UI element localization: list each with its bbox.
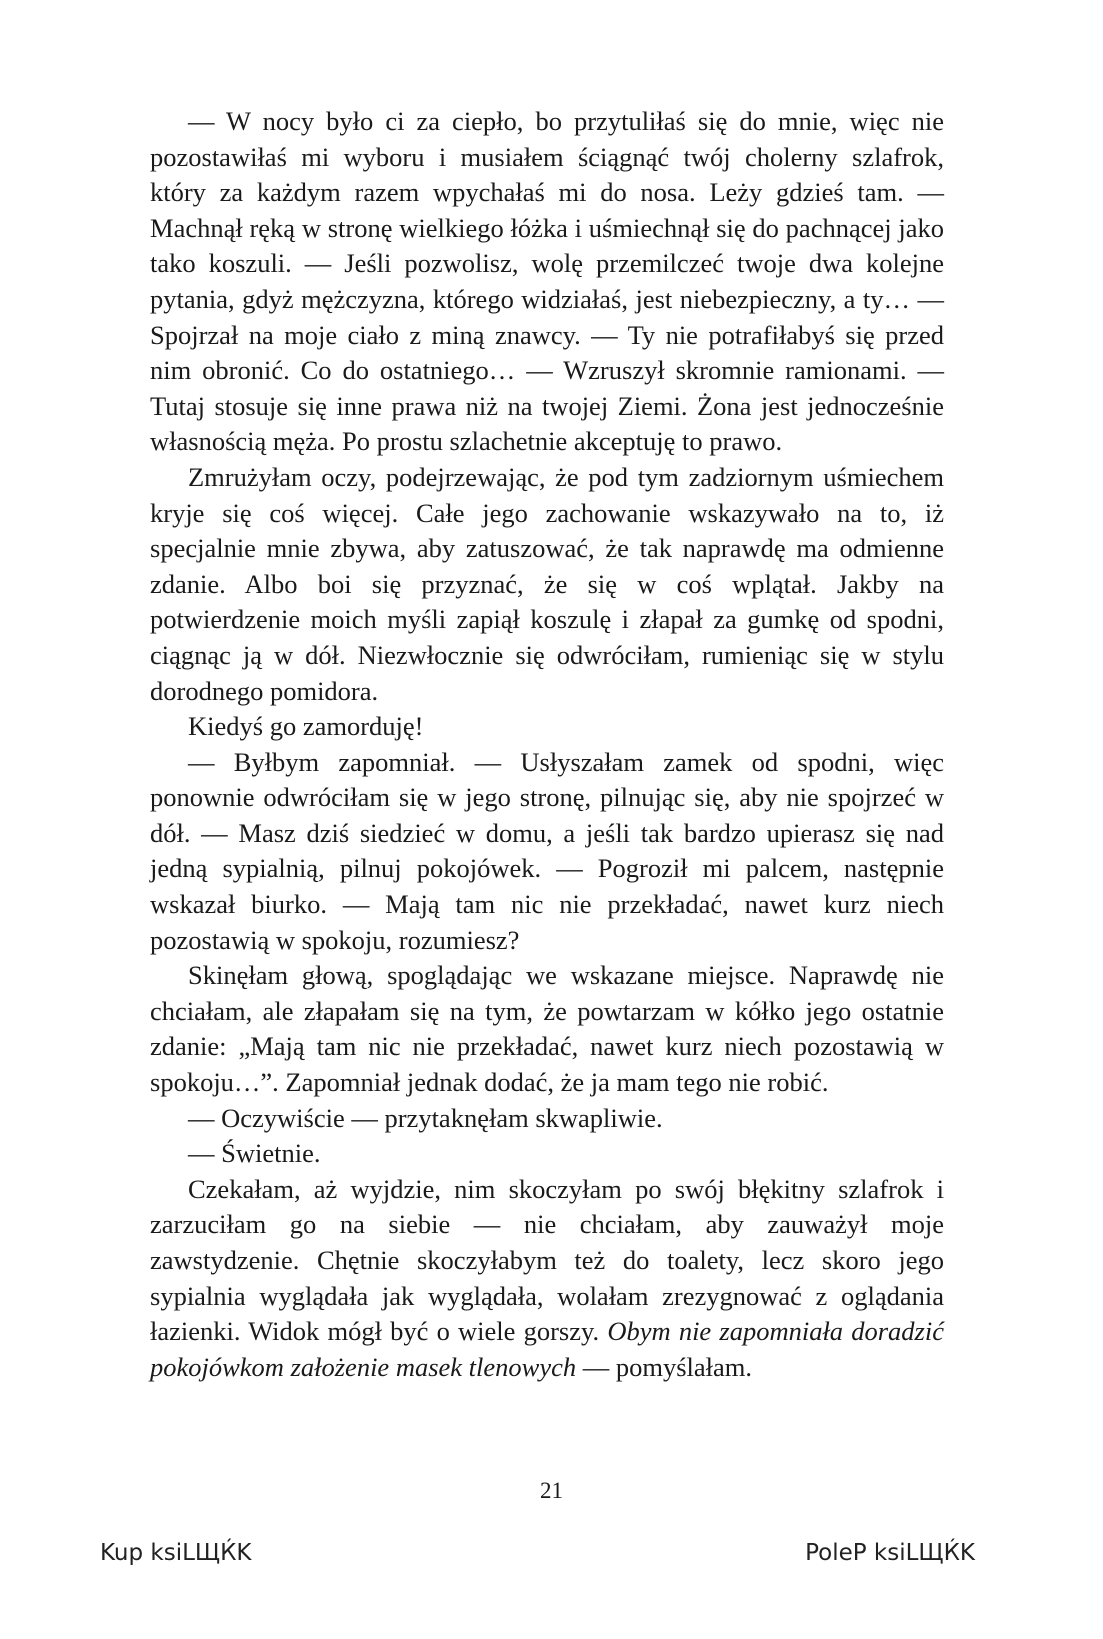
page-number: 21 bbox=[540, 1478, 563, 1503]
paragraph-8-end: — pomyślałam. bbox=[576, 1351, 753, 1382]
paragraph-8-start: Czekałam, aż wyjdzie, nim skoczyłam po swój błękitny szlafrok i zarzuciłam go na siebie — nie chciałam, aby zauważył moje zawstydzenie. Chętnie skoczyłabym też do toalety, lecz skoro jego sypialnia wyglądała jak wyglądała, wolałam zrezygnować z oglądania łazienki. Widok mógł być o wiele gorszy. bbox=[150, 1173, 944, 1347]
paragraph-5: Skinęłam głową, spoglądając we wskazane miejsce. Naprawdę nie chciałam, ale złapałam się na tym, że powtarzam w kółko jego ostatnie zdanie: „Mają tam nic nie przekładać, nawet kurz niech pozostawią w spokoju…”. Zapomniał jednak dodać, że ja mam tego nie robić. bbox=[150, 960, 944, 1098]
book-page-text bbox=[150, 104, 944, 1385]
paragraph-2: Zmrużyłam oczy, podejrzewając, że pod tym zadziornym uśmiechem kryje się coś więcej. Całe jego zachowanie wskazywało na to, iż specjalnie mnie zbywa, aby zatuszować, że tak naprawdę ma odmienne zdanie. Albo boi się przyznać, że się w coś wplątał. Jakby na potwierdzenie moich myśli zapiął koszulę i złapał za gumkę od spodni, ciągnąc ją w dół. Niezwłocznie się odwróciłam, rumieniąc się w stylu dorodnego pomidora. bbox=[150, 461, 944, 706]
paragraph-1: — W nocy było ci za ciepło, bo przytuliłaś się do mnie, więc nie pozostawiłaś mi wyboru i musiałem ściągnąć twój cholerny szlafrok, który za każdym razem wpychałaś mi do nosa. Leży gdzieś tam. — Machnął ręką w stronę wielkiego łóżka i uśmiechnął się do pachnącej jako tako koszuli. — Jeśli pozwolisz, wolę przemilczeć twoje dwa kolejne pytania, gdyż mężczyzna, którego widziałaś, jest niebezpieczny, a ty… — Spojrzał na moje ciało z miną znawcy. — Ty nie potrafiłabyś się przed nim obronić. Co do ostatniego… — Wzruszył skromnie ramionami. — Tutaj stosuje się inne prawa niż na twojej Ziemi. Żona jest jednocześnie własnością męża. Po prostu szlachetnie akceptuję to prawo. bbox=[150, 106, 944, 457]
paragraph-6: — Oczywiście — przytaknęłam skwapliwie. bbox=[188, 1102, 663, 1133]
paragraph-7: — Świetnie. bbox=[188, 1138, 321, 1169]
buy-book-link[interactable]: Kup ksiLЩЌK bbox=[100, 1540, 252, 1566]
paragraph-8-italic-thought: Obym nie zapomniała doradzić pokojówkom założenie masek tlenowych bbox=[150, 1316, 944, 1382]
paragraph-4: — Byłbym zapomniał. — Usłyszałam zamek od spodni, więc ponownie odwróciłam się w jego stronę, pilnując się, aby nie spojrzeć w dół. — Masz dziś siedzieć w domu, a jeśli tak bardzo upierasz się nad jedną sypialnią, pilnuj pokojówek. — Pogroził mi palcem, następnie wskazał biurko. — Mają tam nic nie przekładać, nawet kurz niech pozostawią w spokoju, rozumiesz? bbox=[150, 746, 944, 955]
recommend-book-link[interactable]: PoleP ksiLЩЌK bbox=[805, 1540, 975, 1566]
paragraph-8 bbox=[150, 1172, 944, 1386]
paragraph-3: Kiedyś go zamorduję! bbox=[188, 711, 424, 742]
